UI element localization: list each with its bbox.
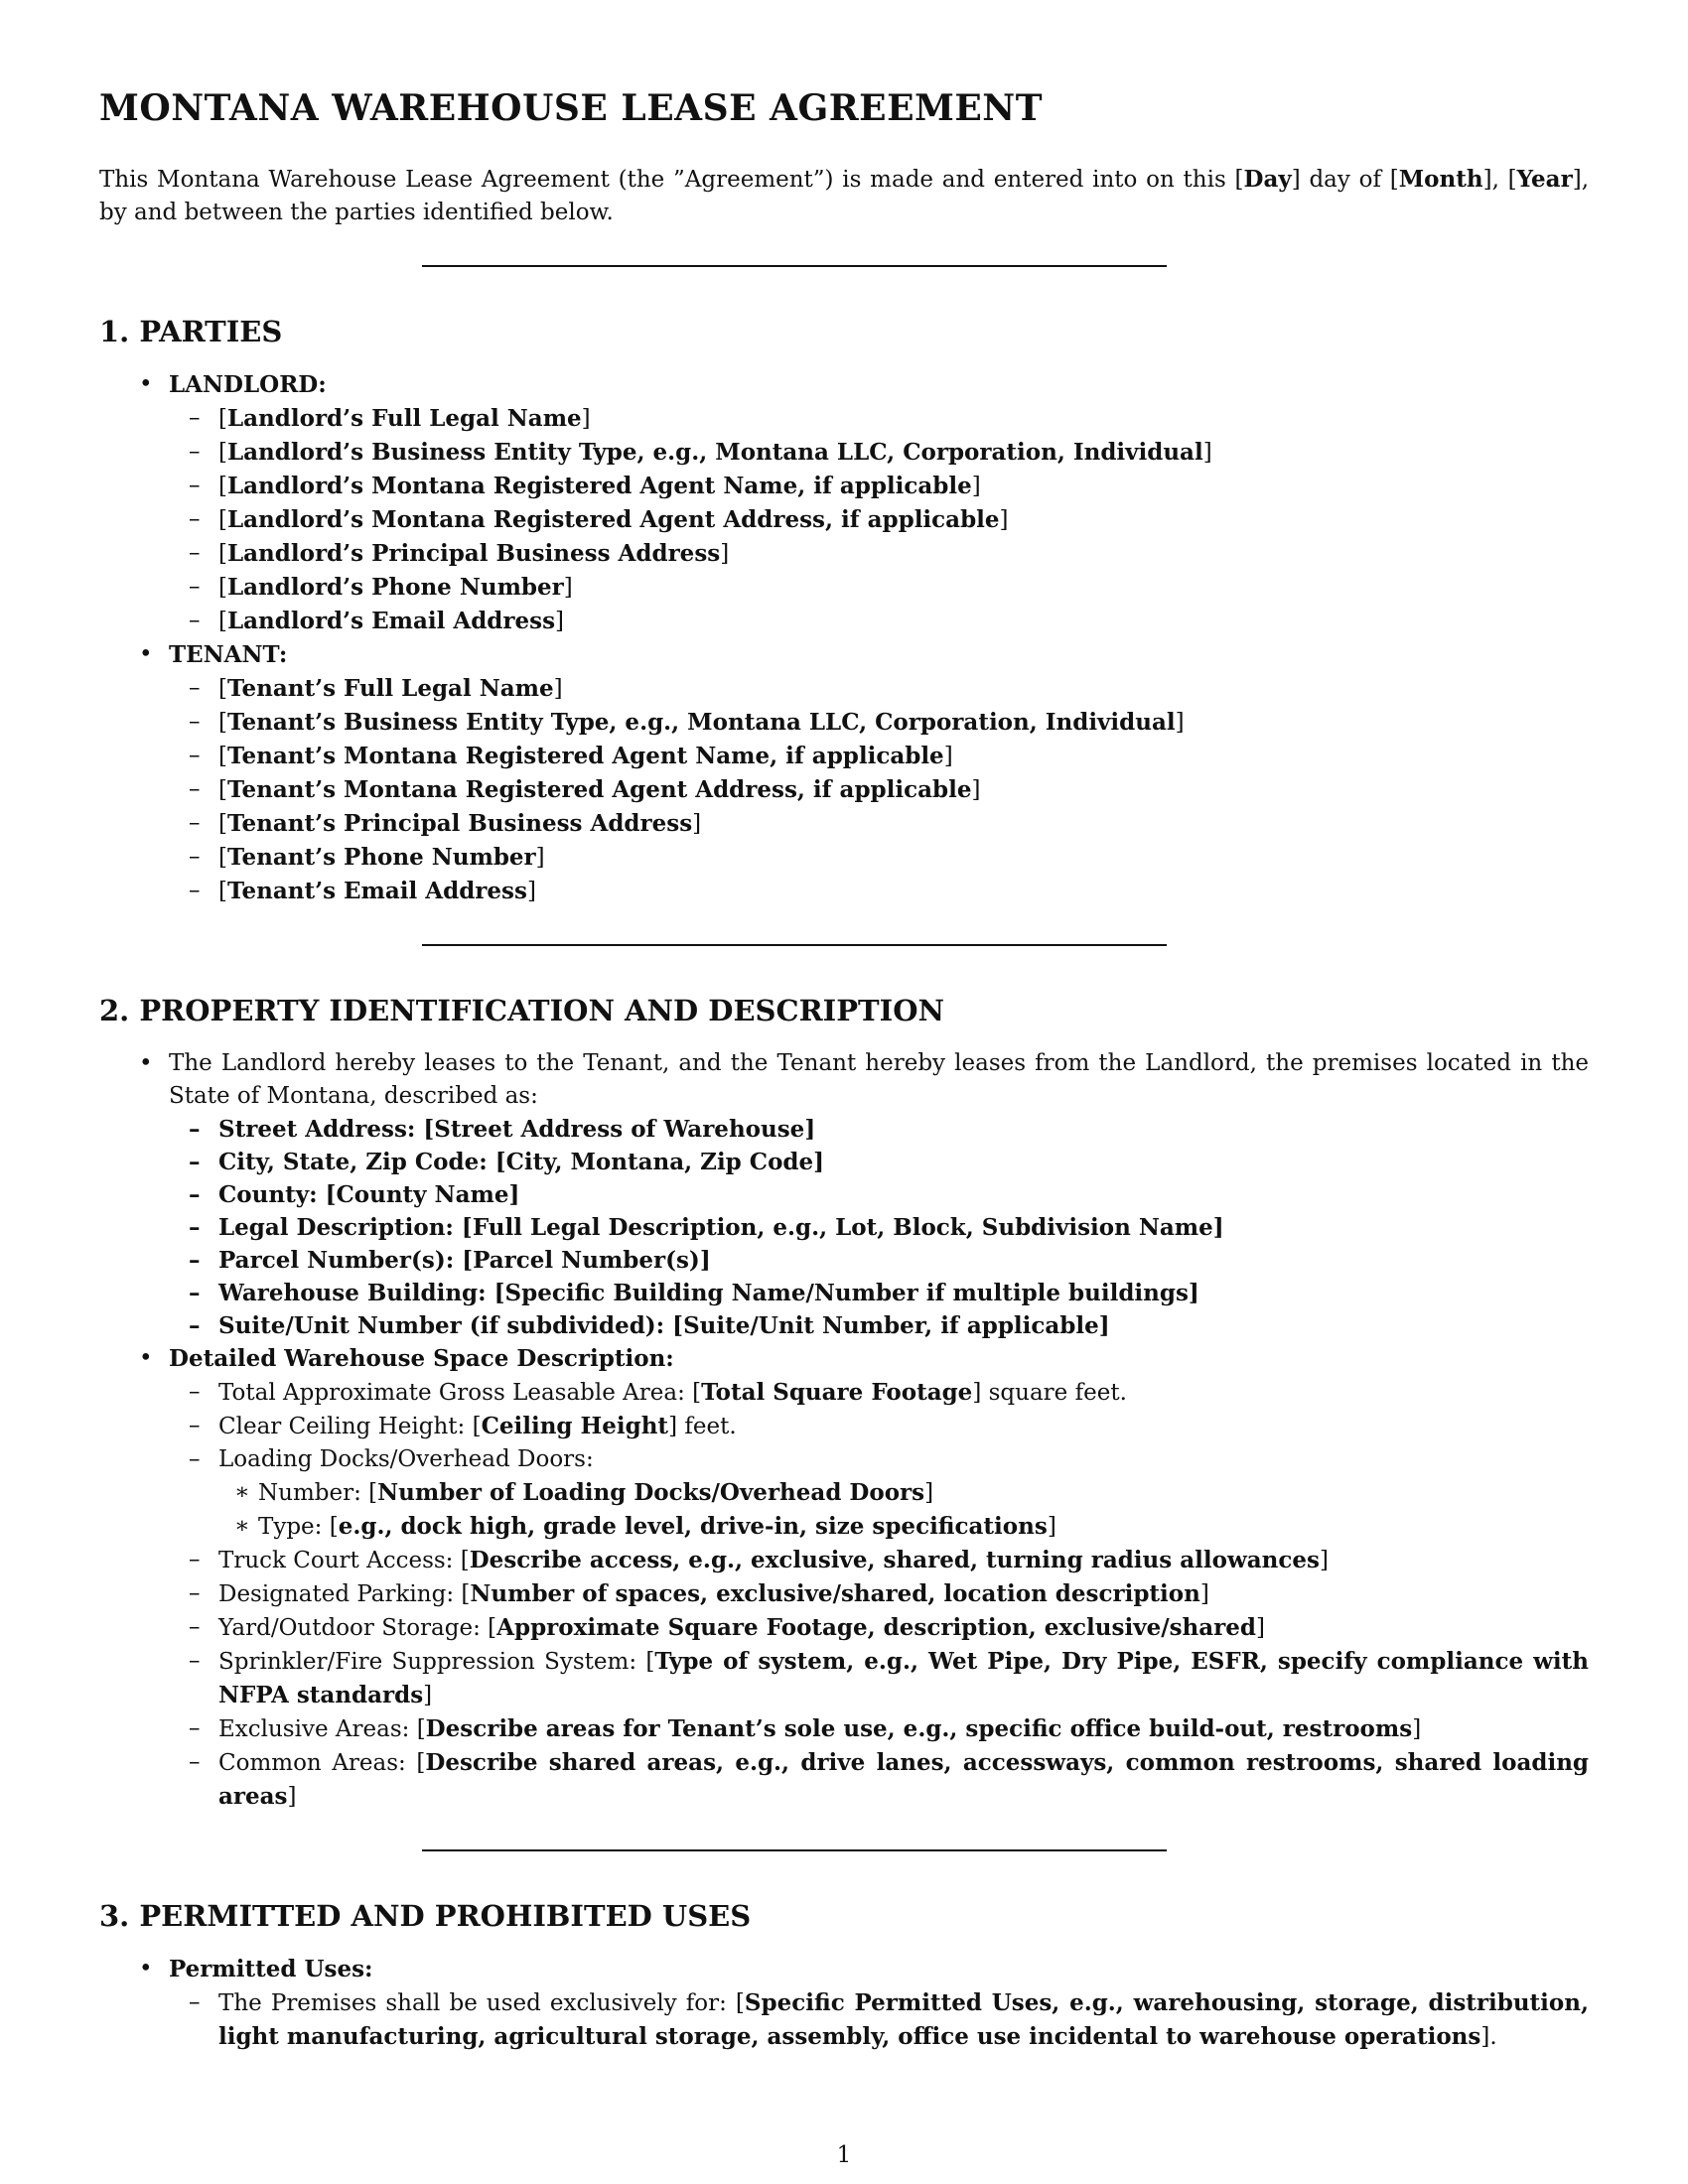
tenant-fields bbox=[169, 672, 1589, 908]
property-list bbox=[99, 1047, 1589, 1814]
landlord-item: • LANDLORD: – [Landlord’s Full Legal Name] – [Landlord’s Business Entity Type, e.g., Montana LLC, Corporation, Individual] – [Landlord’s Montana Registered Agent Name, if applicable] – [Landlord’s Montana Registered Agent Address, if applicable] – [Landlord’s Principal Business Address] – [Landlord’s Phone Number] – [Landlord’s Email Address] bbox=[99, 368, 1589, 638]
section-divider bbox=[422, 944, 1167, 946]
list-item: – [Landlord’s Principal Business Address] bbox=[159, 537, 1589, 571]
list-item: – Total Approximate Gross Leasable Area: [Total Square Footage] square feet. bbox=[159, 1376, 1589, 1410]
section-heading-property: 2. PROPERTY IDENTIFICATION AND DESCRIPTION bbox=[99, 994, 944, 1027]
list-item: – [Tenant’s Principal Business Address] bbox=[159, 807, 1589, 841]
list-item: – Yard/Outdoor Storage: [Approximate Square Footage, description, exclusive/shared] bbox=[159, 1611, 1589, 1645]
list-item: – Designated Parking: [Number of spaces, exclusive/shared, location description] bbox=[159, 1577, 1589, 1611]
list-item: – The Premises shall be used exclusively for: [Specific Permitted Uses, e.g., warehousing, storage, distribution, light manufacturing, agricultural storage, assembly, office use incidental to warehouse operations]. bbox=[159, 1986, 1589, 2054]
space-fields bbox=[169, 1376, 1589, 1814]
list-item: – [Tenant’s Email Address] bbox=[159, 875, 1589, 908]
address-fields bbox=[169, 1113, 1589, 1342]
document-page bbox=[99, 87, 1589, 2054]
list-item: – [Landlord’s Email Address] bbox=[159, 605, 1589, 638]
list-item: – [Landlord’s Montana Registered Agent Address, if applicable] bbox=[159, 503, 1589, 537]
list-item: – Suite/Unit Number (if subdivided): [Suite/Unit Number, if applicable] bbox=[159, 1309, 1589, 1342]
uses-list bbox=[99, 1953, 1589, 2054]
permitted-uses-item: • Permitted Uses: – The Premises shall be used exclusively for: [Specific Permitted Uses, e.g., warehousing, storage, distribution, light manufacturing, agricultural storage, assembly, office use incidental to warehouse operations]. bbox=[99, 1953, 1589, 2054]
list-item: – Clear Ceiling Height: [Ceiling Height] feet. bbox=[159, 1410, 1589, 1443]
landlord-fields bbox=[169, 402, 1589, 638]
section-heading-parties: 1. PARTIES bbox=[99, 315, 283, 348]
list-item: ∗ Type: [e.g., dock high, grade level, drive-in, size specifications] bbox=[205, 1510, 1589, 1544]
list-item: – Parcel Number(s): [Parcel Number(s)] bbox=[159, 1244, 1589, 1277]
list-item: – [Tenant’s Phone Number] bbox=[159, 841, 1589, 875]
list-item: – [Tenant’s Montana Registered Agent Address, if applicable] bbox=[159, 773, 1589, 807]
section-heading-uses: 3. PERMITTED AND PROHIBITED USES bbox=[99, 1899, 752, 1933]
intro-paragraph: This Montana Warehouse Lease Agreement (the ”Agreement”) is made and entered into on this [Day] day of [Month], [Year], by and between the parties identified below. bbox=[99, 166, 1589, 225]
parties-list bbox=[99, 368, 1589, 908]
list-item: – [Landlord’s Full Legal Name] bbox=[159, 402, 1589, 436]
list-item: – City, State, Zip Code: [City, Montana, Zip Code] bbox=[159, 1146, 1589, 1178]
list-item: – Truck Court Access: [Describe access, e.g., exclusive, shared, turning radius allowances] bbox=[159, 1544, 1589, 1577]
list-item: ∗ Number: [Number of Loading Docks/Overhead Doors] bbox=[205, 1476, 1589, 1510]
list-item: – [Landlord’s Business Entity Type, e.g., Montana LLC, Corporation, Individual] bbox=[159, 436, 1589, 470]
lease-statement-item: • The Landlord hereby leases to the Tenant, and the Tenant hereby leases from the Landlord, the premises located in the State of Montana, described as: – Street Address: [Street Address of Warehouse] – City, State, Zip Code: [City, Montana, Zip Code] – County: [County Name] – Legal Description: [Full Legal Description, e.g., Lot, Block, Subdivision Name] – Parcel Number(s): [Parcel Number(s)] – Warehouse Building: [Specific Building Name/Number if multiple buildings] – Suite/Unit Number (if subdivided): [Suite/Unit Number, if applicable] bbox=[99, 1047, 1589, 1342]
list-item: – Legal Description: [Full Legal Description, e.g., Lot, Block, Subdivision Name] bbox=[159, 1211, 1589, 1244]
list-item: – Loading Docks/Overhead Doors: ∗ Number: [Number of Loading Docks/Overhead Doors] ∗ Type: [e.g., dock high, grade level, drive-in, size specifications] bbox=[159, 1443, 1589, 1544]
list-item: – Exclusive Areas: [Describe areas for Tenant’s sole use, e.g., specific office build-out, restrooms] bbox=[159, 1712, 1589, 1746]
list-item: – [Tenant’s Business Entity Type, e.g., Montana LLC, Corporation, Individual] bbox=[159, 706, 1589, 740]
list-item: – Sprinkler/Fire Suppression System: [Type of system, e.g., Wet Pipe, Dry Pipe, ESFR, specify compliance with NFPA standards] bbox=[159, 1645, 1589, 1712]
page-number: 1 bbox=[836, 2142, 852, 2168]
section-divider bbox=[422, 1849, 1167, 1851]
list-item: – [Landlord’s Montana Registered Agent Name, if applicable] bbox=[159, 470, 1589, 503]
dock-fields bbox=[218, 1476, 1589, 1544]
list-item: – Street Address: [Street Address of Warehouse] bbox=[159, 1113, 1589, 1146]
section-divider bbox=[422, 265, 1167, 267]
year-placeholder: Year bbox=[1516, 166, 1573, 193]
day-placeholder: Day bbox=[1243, 166, 1292, 193]
tenant-item: • TENANT: – [Tenant’s Full Legal Name] – [Tenant’s Business Entity Type, e.g., Montana LLC, Corporation, Individual] – [Tenant’s Montana Registered Agent Name, if applicable] – [Tenant’s Montana Registered Agent Address, if applicable] – [Tenant’s Principal Business Address] – [Tenant’s Phone Number] – [Tenant’s Email Address] bbox=[99, 638, 1589, 908]
month-placeholder: Month bbox=[1398, 166, 1483, 193]
list-item: – Warehouse Building: [Specific Building Name/Number if multiple buildings] bbox=[159, 1277, 1589, 1309]
document-title: MONTANA WAREHOUSE LEASE AGREEMENT bbox=[99, 87, 1044, 129]
list-item: – [Tenant’s Full Legal Name] bbox=[159, 672, 1589, 706]
list-item: – [Landlord’s Phone Number] bbox=[159, 571, 1589, 605]
permitted-fields bbox=[169, 1986, 1589, 2054]
list-item: – [Tenant’s Montana Registered Agent Name, if applicable] bbox=[159, 740, 1589, 773]
list-item: – Common Areas: [Describe shared areas, e.g., drive lanes, accessways, common restrooms, shared loading areas] bbox=[159, 1746, 1589, 1814]
space-description-item: • Detailed Warehouse Space Description: – Total Approximate Gross Leasable Area: [Total Square Footage] square feet. – Clear Ceiling Height: [Ceiling Height] feet. – Loading Docks/Overhead Doors: ∗ Number: [Number of Loading Docks/Overhead Doors] ∗ Type: [e.g., dock high, grade level, drive-in, size specifications] – Truck Court Access: [Describe access, e.g., exclusive, shared, turning radius allowances] – Designated Parking: [Number of spaces, exclusive/shared, location description] – Yard/Outdoor Storage: [Approximate Square Footage, description, exclusive/shared] – Sprinkler/Fire Suppression System: [Type of system, e.g., Wet Pipe, Dry Pipe, ESFR, specify compliance with NFPA standards] – Exclusive Areas: [Describe areas for Tenant’s sole use, e.g., specific office build-out, restrooms] – Common Areas: [Describe shared areas, e.g., drive lanes, accessways, common restrooms, shared loading areas] bbox=[99, 1342, 1589, 1814]
list-item: – County: [County Name] bbox=[159, 1178, 1589, 1211]
